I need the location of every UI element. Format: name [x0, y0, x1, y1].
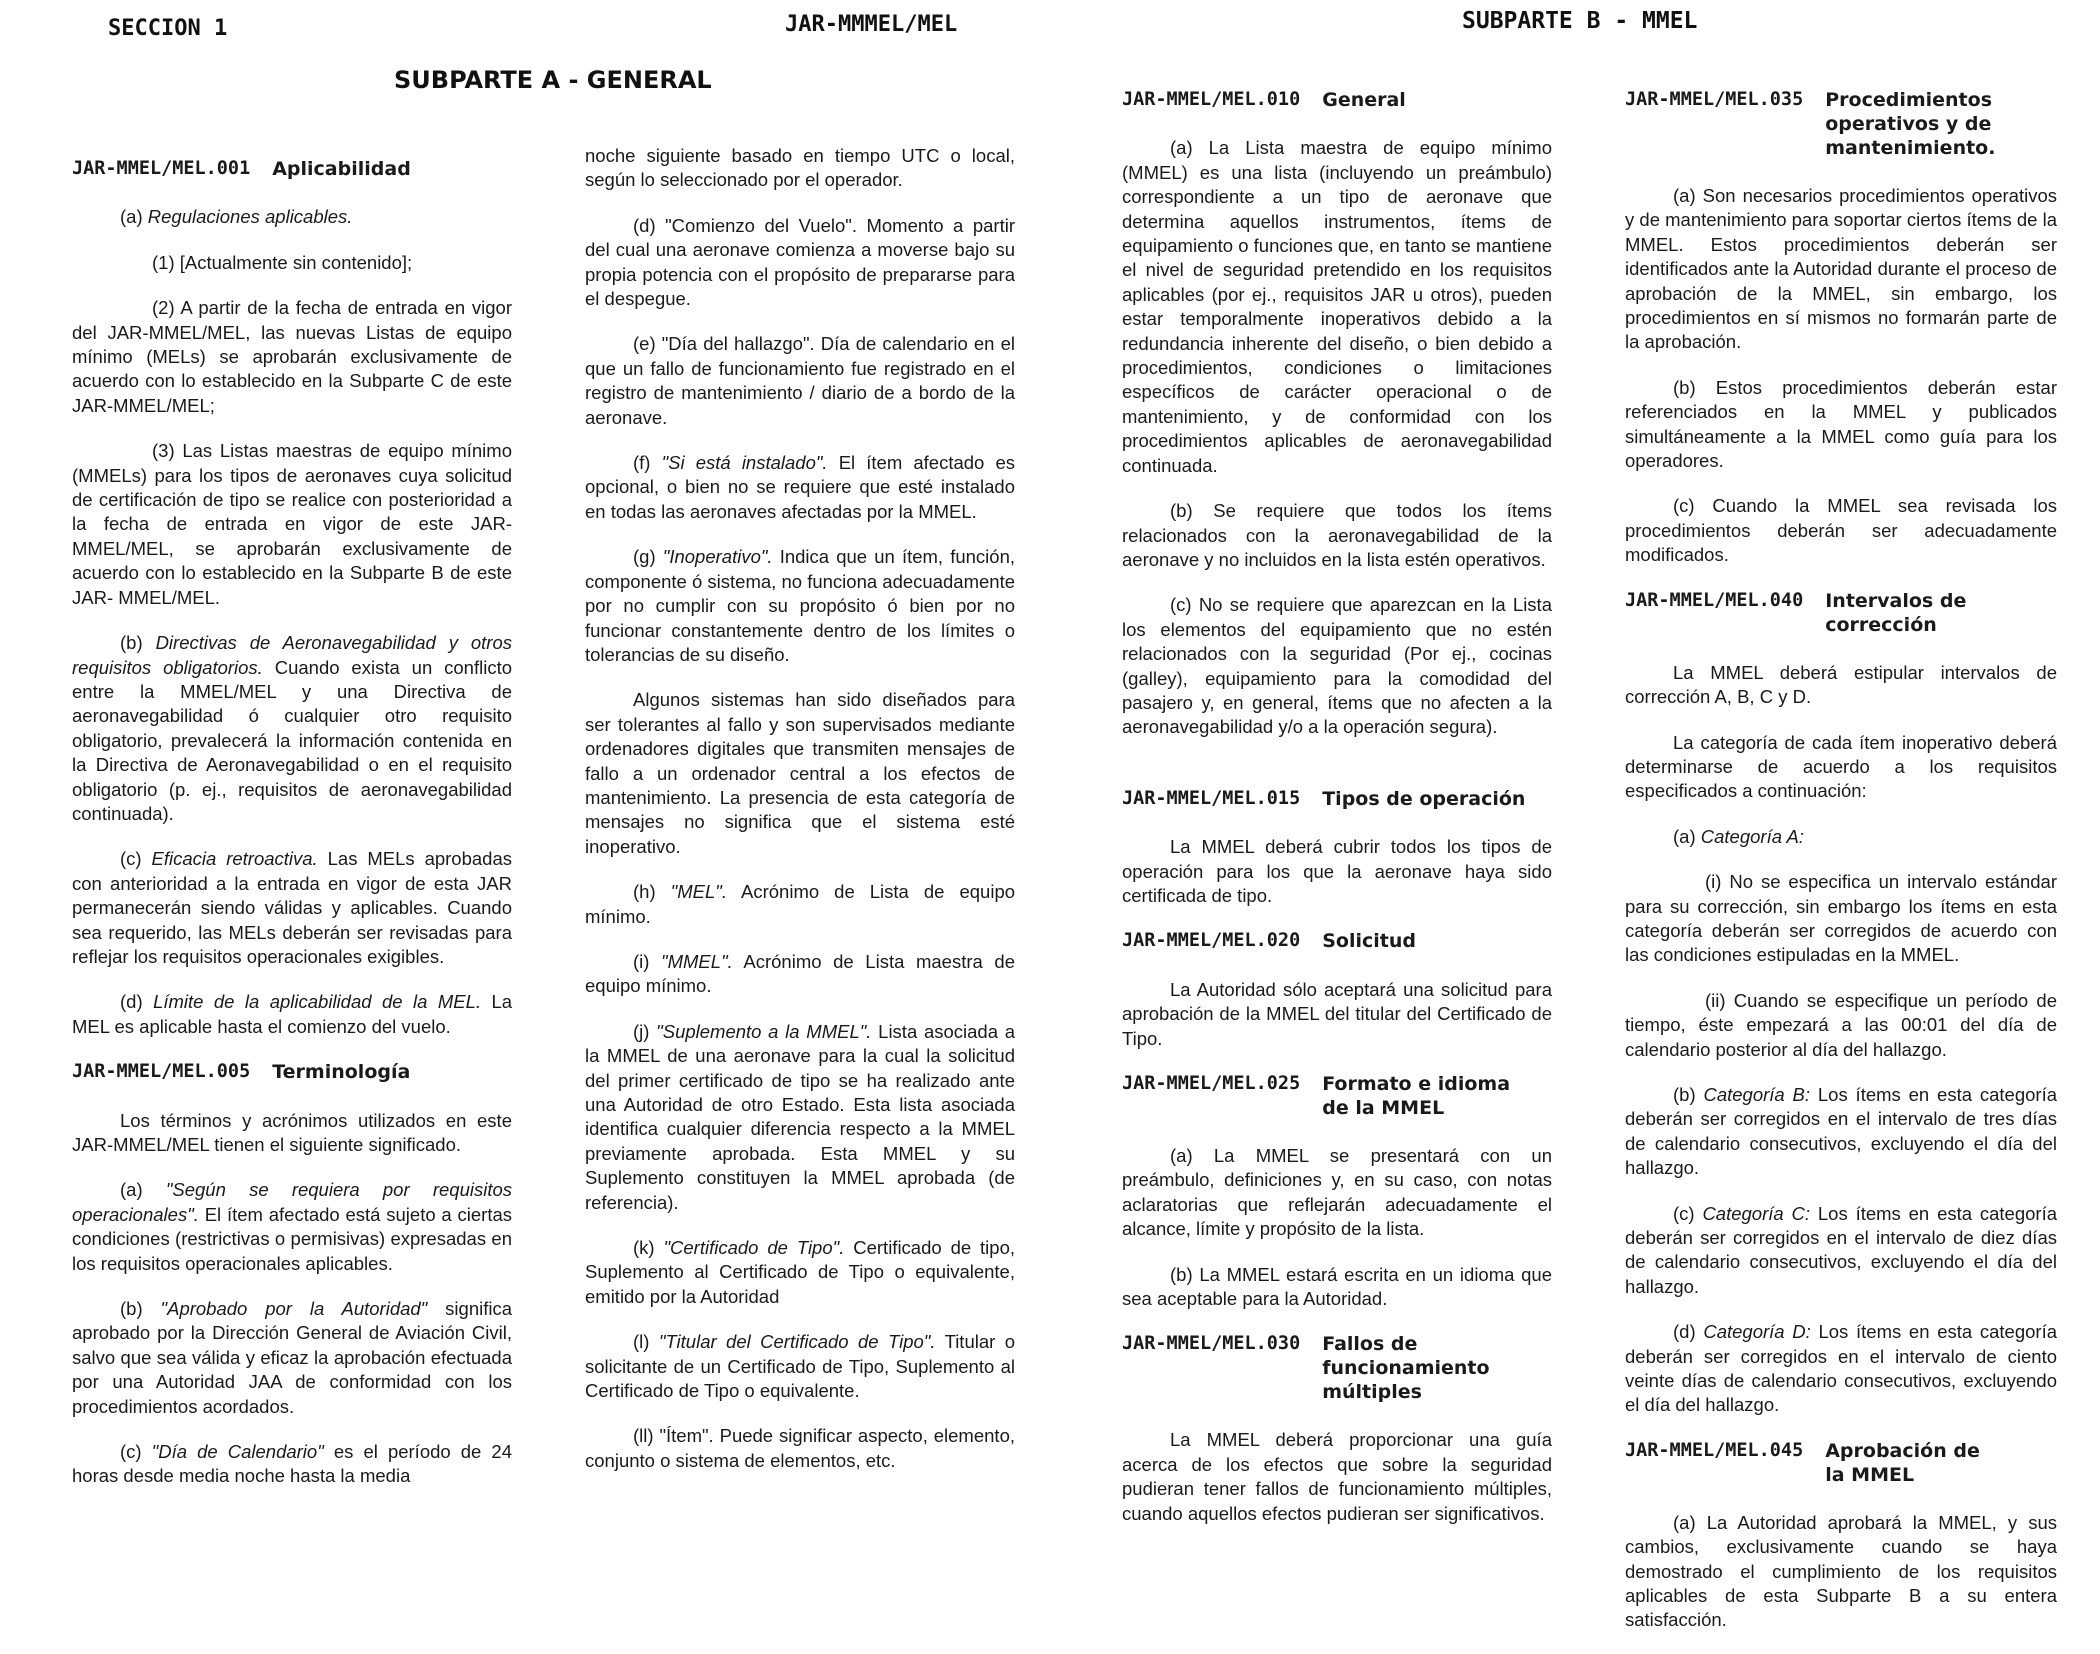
category-d: (d) Categoría D: Los ítems en esta categoría deberán ser corregidos en el intervalo de ciento veinte días de calendario consecutivos, excluyendo el día del hallazgo. — [1625, 1321, 2058, 1416]
section-title: Procedimientos operativos y de mantenimiento. — [1825, 89, 1996, 159]
category-a-i: (i) No se especifica un intervalo estándar para su corrección, sin embargo los ítems en esta categoría deberán ser corregidos de acuerdo con las condiciones estipuladas en la MMEL. — [1625, 871, 2057, 966]
category-a-ii: (ii) Cuando se especifique un período de tiempo, éste empezará a las 00:01 del día de calendario posterior al día del hallazgo. — [1625, 989, 2057, 1060]
section-title: General — [1322, 89, 1406, 111]
category-c: (c) Categoría C: Los ítems en esta categoría deberán ser corregidos en el intervalo de diez días de calendario consecutivos, excluyendo el día del hallazgo. — [1625, 1202, 2058, 1297]
section-title: Terminología — [272, 1061, 411, 1084]
term-h: (h) "MEL". Acrónimo de Lista de equipo mínimo. — [585, 881, 1016, 927]
category-a: (a) Categoría A: — [1673, 825, 1804, 847]
clause-b: (b) Directivas de Aeronavegabilidad y otros requisitos obligatorios. Cuando exista un conflicto entre la MMEL/MEL y una Directiva de aeronavegabilidad ó cualquier otro requisito obligatorio, prevalecerá la información contenida en la Directiva de Aeronavegabilidad o en el requisito obligatorio (p. ej., requisitos de aeronavegabilidad continuada). — [72, 632, 513, 824]
section-code: JAR-MMEL/MEL.045 — [1625, 1439, 1804, 1461]
section-code: JAR-MMEL/MEL.010 — [1122, 89, 1301, 110]
column-1 — [72, 145, 512, 1510]
term-a: (a) "Según se requiera por requisitos operacionales". El ítem afectado está sujeto a ciertas condiciones (restrictivas o permisivas) expresadas en los requisitos operacionales aplicables. — [72, 1179, 513, 1274]
section-title: Tipos de operación — [1322, 787, 1526, 810]
section-code: JAR-MMEL/MEL.025 — [1122, 1073, 1301, 1094]
subpart-b-header: SUBPARTE B - MMEL — [1462, 8, 1698, 34]
term-b: (b) "Aprobado por la Autoridad" significa aprobado por la Dirección General de Aviación Civil, salvo que sea válida y eficaz la aprobación efectuada por una Autoridad JAA de conformidad con los procedimientos acordados. — [72, 1298, 513, 1417]
section-title: Aprobación de la MMEL — [1825, 1439, 1980, 1486]
section-code: JAR-MMEL/MEL.020 — [1122, 930, 1301, 952]
approval-a: (a) La Autoridad aprobará la MMEL, y sus cambios, exclusivamente cuando se haya demostrado el cumplimiento de los requisitos aplicables de esta Subparte B a su entera satisfacción. — [1625, 1511, 2057, 1631]
section-010-heading — [1122, 88, 1552, 112]
term-ll: (ll) "Ítem". Puede significar aspecto, elemento, conjunto o sistema de elementos, etc. — [585, 1425, 1015, 1471]
term-d: (d) "Comienzo del Vuelo". Momento a partir del cual una aeronave comienza a moverse bajo su propia potencia con el propósito de prepararse para el despegue. — [585, 214, 1015, 310]
general-a: (a) La Lista maestra de equipo mínimo (MMEL) es una lista (incluyendo un preámbulo) correspondiente a un tipo de aeronave que determina aquellos instrumentos, ítems de equipamiento o funciones que, en tanto se mantiene el nivel de seguridad pretendido en los requisitos aplicables (por ej., requisitos JAR u otros), pueden estar temporalmente inoperativos debido a la redundancia inherente del diseño, o bien debido a procedimientos, condiciones o limitaciones específicos de carácter operacional o de mantenimiento, y de conformidad con los procedimientos aplicables de aeronavegabilidad continuada. — [1122, 137, 1552, 476]
section-title: Solicitud — [1322, 930, 1416, 953]
subpart-a-title: SUBPARTE A - GENERAL — [394, 66, 712, 94]
term-j: (j) "Suplemento a la MMEL". Lista asociada a la MMEL de una aeronave para la cual la solicitud del primer certificado de tipo se ha realizado ante una Autoridad de otro Estado. Esta lista asociada identifica cualquier diferencia respecto a la MMEL previamente aprobada. Esta MMEL y su Suplemento constituyen la MMEL aprobada (de referencia). — [585, 1020, 1015, 1213]
column-3 — [1122, 76, 1552, 1547]
term-c-continued: noche siguiente basado en tiempo UTC o local, según lo seleccionado por el operador. — [585, 145, 1015, 191]
section-025-heading — [1122, 1072, 1552, 1120]
clause-c: (c) Eficacia retroactiva. Las MELs aprobadas con anterioridad a la entrada en vigor de esta JAR permanecerán siendo válidas y aplicables. Cuando sea requerido, las MELs deberán ser revisadas para reflejar los requisitos operacionales exigibles. — [72, 848, 512, 967]
terminology-intro: Los términos y acrónimos utilizados en este JAR-MMEL/MEL tienen el siguiente significado. — [72, 1109, 512, 1155]
section-code: JAR-MMEL/MEL.005 — [72, 1061, 251, 1083]
section-header: SECCION 1 — [108, 16, 228, 41]
format-a: (a) La MMEL se presentará con un preámbulo, definiciones y, en su caso, con notas aclaratorias que reflejarán adecuadamente el alcance, límite y propósito de la lista. — [1122, 1145, 1552, 1240]
clause-a-3: (3) Las Listas maestras de equipo mínimo (MMELs) para los tipos de aeronaves cuya solicitud de certificación de tipo se realice con posterioridad a la fecha de entrada en vigor de este JAR-MMEL/MEL, se aprobarán exclusivamente de acuerdo con lo establecido en la Subparte B de este JAR- MMEL/MEL. — [72, 440, 512, 608]
document-header: JAR-MMMEL/MEL — [785, 12, 958, 37]
term-f: (f) "Si está instalado". El ítem afectado es opcional, o bien no se requiere que esté instalado en todas las aeronaves afectadas por la MMEL. — [585, 452, 1015, 522]
procedures-a: (a) Son necesarios procedimientos operativos y de mantenimiento para soportar ciertos ítems de la MMEL. Estos procedimientos deberán ser identificados ante la Autoridad durante el proceso de aprobación de la MMEL, sin embargo, los procedimientos en sí mismos no formarán parte de la aprobación. — [1625, 185, 2057, 353]
section-code: JAR-MMEL/MEL.015 — [1122, 787, 1301, 809]
clause-d: (d) Límite de la aplicabilidad de la MEL. La MEL es aplicable hasta el comienzo del vuelo. — [72, 991, 513, 1037]
section-code: JAR-MMEL/MEL.001 — [72, 158, 251, 179]
intervals-intro: La MMEL deberá estipular intervalos de corrección A, B, C y D. — [1625, 661, 2057, 708]
section-code: JAR-MMEL/MEL.035 — [1625, 89, 1804, 110]
section-035-heading — [1625, 88, 2057, 160]
multiple-failures-text: La MMEL deberá proporcionar una guía acerca de los efectos que sobre la seguridad pudieran tener fallos de funcionamiento múltiples, cuando aquellos efectos pudieran ser significativos. — [1122, 1429, 1552, 1524]
term-i: (i) "MMEL". Acrónimo de Lista maestra de equipo mínimo. — [585, 950, 1015, 997]
term-e: (e) "Día del hallazgo". Día de calendario en el que un fallo de funcionamiento fue registrado en el registro de mantenimiento / diario de a bordo de la aeronave. — [585, 333, 1015, 428]
section-title: Intervalos de corrección — [1825, 589, 1967, 636]
procedures-c: (c) Cuando la MMEL sea revisada los procedimientos deberán ser adecuadamente modificados. — [1625, 495, 2057, 566]
format-b: (b) La MMEL estará escrita en un idioma que sea aceptable para la Autoridad. — [1122, 1263, 1552, 1310]
column-2 — [585, 144, 1015, 1494]
section-title: Formato e idioma de la MMEL — [1322, 1073, 1511, 1119]
clause-a: (a) Regulaciones aplicables. — [120, 206, 353, 228]
operation-types-text: La MMEL deberá cubrir todos los tipos de operación para los que la aeronave haya sido certificada de tipo. — [1122, 836, 1552, 906]
term-c: (c) "Día de Calendario" es el período de 24 horas desde media noche hasta la media — [72, 1441, 512, 1487]
term-k: (k) "Certificado de Tipo". Certificado de tipo, Suplemento al Certificado de Tipo o equivalente, emitido por la Autoridad — [585, 1237, 1015, 1307]
section-title: Aplicabilidad — [272, 158, 411, 180]
section-045-heading — [1625, 1439, 2057, 1487]
application-text: La Autoridad sólo aceptará una solicitud para aprobación de la MMEL del titular del Certificado de Tipo. — [1122, 978, 1552, 1049]
section-030-heading — [1122, 1332, 1552, 1404]
section-code: JAR-MMEL/MEL.030 — [1122, 1333, 1301, 1355]
category-b: (b) Categoría B: Los ítems en esta categoría deberán ser corregidos en el intervalo de tres días de calendario consecutivos, excluyendo el día del hallazgo. — [1625, 1083, 2057, 1179]
clause-a-1: (1) [Actualmente sin contenido]; — [152, 251, 413, 273]
section-040-heading — [1625, 589, 2057, 637]
section-020-heading — [1122, 929, 1552, 953]
procedures-b: (b) Estos procedimientos deberán estar referenciados en la MMEL y publicados simultáneamente a la MMEL como guía para los operadores. — [1625, 376, 2057, 472]
general-b: (b) Se requiere que todos los ítems relacionados con la aeronavegabilidad de la aeronave y no incluidos en la lista estén operativos. — [1122, 500, 1552, 570]
general-c: (c) No se requiere que aparezcan en la Lista los elementos del equipamiento que no estén relacionados con la seguridad (Por ej., cocinas (galley), equipamiento para la comodidad del pasajero y, en general, ítems que no afecten a la aeronavegabilidad y/o a la operación segura). — [1122, 594, 1552, 738]
intervals-category-rule: La categoría de cada ítem inoperativo deberá determinarse de acuerdo a los requisitos especificados a continuación: — [1625, 731, 2057, 802]
clause-a-2: (2) A partir de la fecha de entrada en vigor del JAR-MMEL/MEL, las nuevas Listas de equipo mínimo (MELs) se aprobarán exclusivamente de acuerdo con lo establecido en la Subparte C de este JAR-MMEL/MEL; — [72, 297, 512, 416]
term-g: (g) "Inoperativo". Indica que un ítem, función, componente ó sistema, no funciona adecuadamente por no cumplir con su propósito ó bien por no funcionar constantemente dentro de los límites o tolerancias de su diseño. — [585, 546, 1015, 665]
section-001-heading — [72, 157, 512, 181]
section-code: JAR-MMEL/MEL.040 — [1625, 589, 1804, 611]
section-015-heading — [1122, 787, 1552, 811]
column-4 — [1625, 76, 2057, 1654]
section-005-heading — [72, 1060, 512, 1084]
section-title: Fallos de funcionamiento múltiples — [1322, 1333, 1490, 1404]
term-l: (l) "Titular del Certificado de Tipo". Titular o solicitante de un Certificado de Tipo, Suplemento al Certificado de Tipo o equivalente. — [585, 1331, 1015, 1402]
term-g-note: Algunos sistemas han sido diseñados para ser tolerantes al fallo y son supervisados mediante ordenadores digitales que transmiten mensajes de fallo a un ordenador central a los efectos de mantenimiento. La presencia de esta categoría de mensajes no significa que el sistema esté inoperativo. — [585, 689, 1015, 857]
